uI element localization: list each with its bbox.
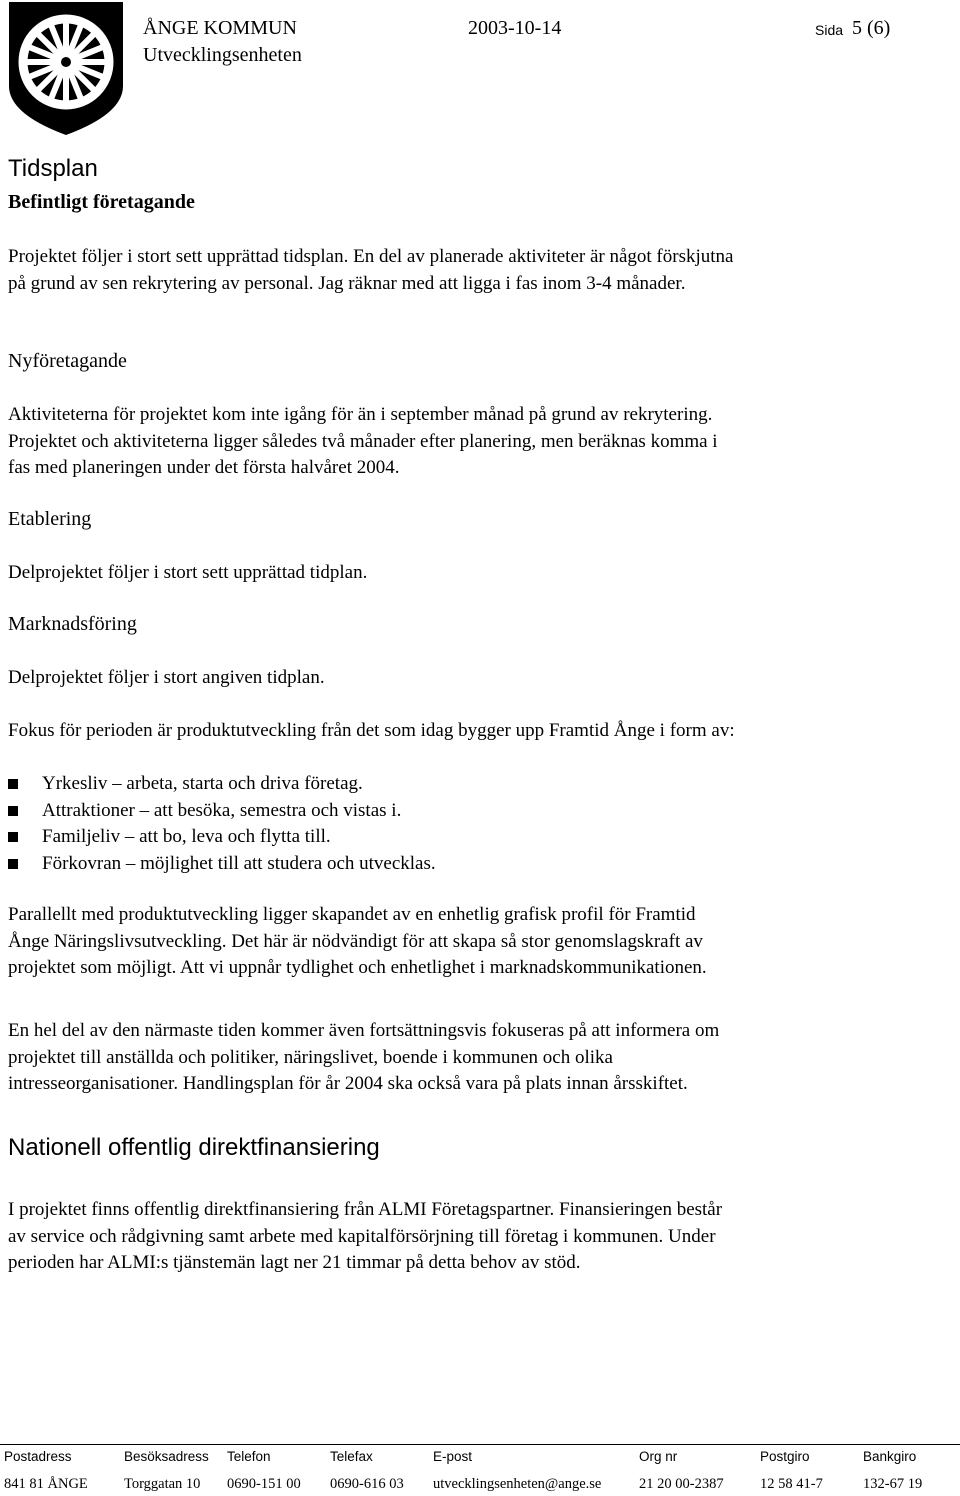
footer-value-postgiro: 12 58 41-7: [760, 1476, 823, 1492]
list-item: [8, 798, 708, 825]
text-line: fas med planeringen under det första halvåret 2004.: [8, 457, 400, 478]
bullet-square-icon: [8, 806, 18, 816]
list-item-text: Familjeliv – att bo, leva och flytta till.: [42, 826, 331, 847]
list-item-text: Förkovran – möjlighet till att studera och utvecklas.: [42, 852, 436, 874]
focus-bullet-list: [8, 771, 708, 877]
text-line: på grund av sen rekrytering av personal. Jag räknar med att ligga i fas inom 3-4 månader.: [8, 272, 686, 294]
footer-value-besoksadress: Torggatan 10: [124, 1476, 201, 1492]
paragraph-fokus: [8, 718, 735, 745]
list-item-text: Yrkesliv – arbeta, starta och driva företag.: [42, 773, 363, 794]
section-title-tidsplan: Tidsplan: [8, 155, 98, 182]
text-line: Fokus för perioden är produktutveckling från det som idag bygger upp Framtid Ånge i form av:: [8, 720, 735, 741]
text-line: Ånge Näringslivsutveckling. Det här är nödvändigt för att skapa så stor genomslagskraft av: [8, 930, 703, 952]
text-line: projektet som möjligt. Att vi uppnår tydlighet och enhetlighet i marknadskommunikationen.: [8, 957, 707, 978]
list-item: [8, 824, 708, 851]
text-line: Projektet och aktiviteterna ligger således två månader efter planering, men beräknas komma i: [8, 430, 718, 452]
footer-label-orgnr: Org nr: [639, 1449, 678, 1464]
ange-kommun-logo: [6, 2, 126, 135]
bullet-square-icon: [8, 779, 18, 789]
subheading-marknadsforing: Marknadsföring: [8, 613, 137, 635]
text-line: Aktiviteterna för projektet kom inte igång för än i september månad på grund av rekrytering.: [8, 404, 713, 425]
footer-value-bankgiro: 132-67 19: [863, 1476, 923, 1492]
paragraph-finansiering: [8, 1197, 722, 1277]
footer-label-postgiro: Postgiro: [760, 1449, 810, 1464]
text-line: perioden har ALMI:s tjänstemän lagt ner 21 timmar på detta behov av stöd.: [8, 1252, 581, 1273]
bullet-square-icon: [8, 859, 18, 869]
header-page-label: Sida: [815, 22, 844, 38]
bullet-square-icon: [8, 832, 18, 842]
paragraph-befintligt: [8, 244, 733, 297]
subheading-nyforetagande: Nyföretagande: [8, 350, 127, 372]
paragraph-etablering: [8, 560, 367, 587]
paragraph-grafisk-profil: [8, 902, 707, 982]
footer-label-telefon: Telefon: [227, 1449, 271, 1464]
text-line: Delprojektet följer i stort sett upprättad tidplan.: [8, 562, 368, 583]
footer-value-epost[interactable]: utvecklingsenheten@ange.se: [433, 1476, 602, 1492]
footer-label-epost: E-post: [433, 1449, 473, 1464]
text-line: intresseorganisationer. Handlingsplan för år 2004 ska också vara på plats innan årsskiftet.: [8, 1073, 688, 1094]
text-line: Parallellt med produktutveckling ligger skapandet av en enhetlig grafisk profil för Framtid: [8, 904, 696, 925]
text-line: Delprojektet följer i stort angiven tidplan.: [8, 667, 325, 688]
text-line: av service och rådgivning samt arbete med kapitalförsörjning till företag i kommunen. Under: [8, 1225, 716, 1247]
footer-value-telefon: 0690-151 00: [227, 1476, 301, 1492]
footer-divider: [0, 1444, 960, 1445]
header-department: Utvecklingsenheten: [143, 44, 302, 66]
footer-label-besoksadress: Besöksadress: [124, 1449, 209, 1464]
list-item: [8, 851, 708, 878]
footer-label-postadress: Postadress: [4, 1449, 72, 1464]
paragraph-nyforetagande: [8, 402, 718, 482]
header-date: 2003-10-14: [468, 17, 562, 39]
header-organization: ÅNGE KOMMUN: [143, 17, 297, 39]
footer-value-telefax: 0690-616 03: [330, 1476, 404, 1492]
text-line: I projektet finns offentlig direktfinansiering från ALMI Företagspartner. Finansieringen består: [8, 1199, 723, 1220]
footer-value-orgnr: 21 20 00-2387: [639, 1476, 724, 1492]
section-title-finansiering: Nationell offentlig direktfinansiering: [8, 1134, 380, 1161]
subheading-etablering: Etablering: [8, 508, 92, 530]
header-page-number: 5 (6): [852, 17, 891, 39]
paragraph-marknadsforing: [8, 665, 325, 692]
list-item: [8, 771, 708, 798]
text-line: projektet till anställda och politiker, näringslivet, boende i kommunen och olika: [8, 1046, 613, 1068]
wheel-emblem-icon: [6, 2, 126, 135]
paragraph-informera: [8, 1018, 719, 1098]
text-line: En hel del av den närmaste tiden kommer även fortsättningsvis fokuseras på att informera om: [8, 1020, 720, 1041]
footer-label-bankgiro: Bankgiro: [863, 1449, 917, 1464]
footer-label-telefax: Telefax: [330, 1449, 373, 1464]
subheading-befintligt-foretagande: Befintligt företagande: [8, 191, 195, 213]
text-line: Projektet följer i stort sett upprättad tidsplan. En del av planerade aktiviteter är något förskjutna: [8, 246, 734, 267]
list-item-text: Attraktioner – att besöka, semestra och vistas i.: [42, 799, 402, 821]
footer-value-postadress: 841 81 ÅNGE: [4, 1476, 88, 1492]
